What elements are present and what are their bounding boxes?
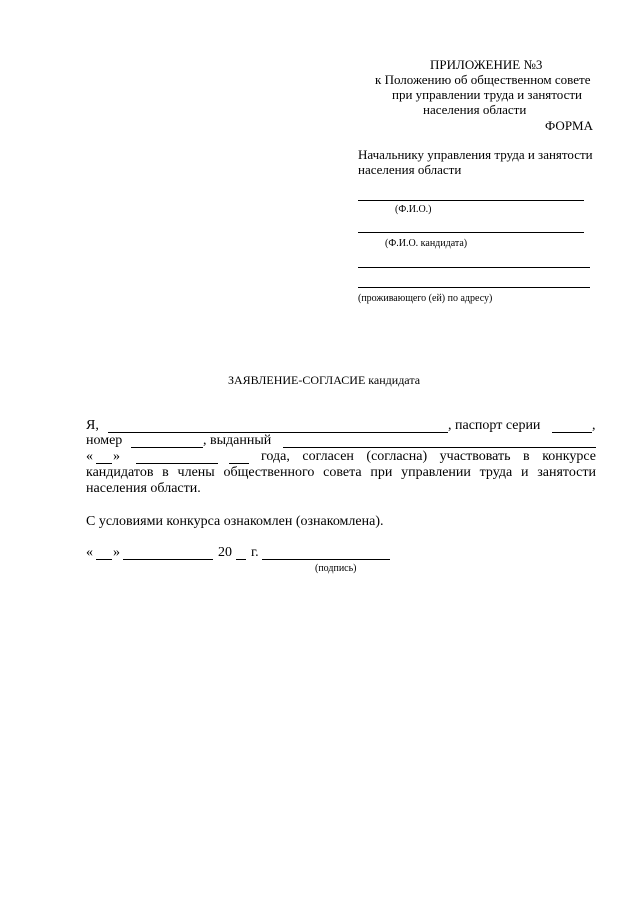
addressee-line-1: Начальнику управления труда и занятости	[358, 147, 593, 162]
appendix-line-2: при управлении труда и занятости	[392, 87, 583, 102]
date-month-field[interactable]	[123, 559, 213, 560]
candidate-fio-line[interactable]	[358, 232, 584, 233]
number-label: номер	[86, 433, 123, 448]
issue-year-field[interactable]	[229, 463, 249, 464]
acquainted-statement: С условиями конкурса ознакомлен (ознакомлена).	[86, 514, 384, 529]
address-caption: (проживающего (ей) по адресу)	[358, 293, 493, 304]
addressee-line-2: населения области	[358, 162, 462, 177]
date-quote-close: »	[113, 545, 120, 560]
date-day-field[interactable]	[96, 559, 112, 560]
quote-close: »	[113, 449, 120, 464]
comma: ,	[592, 418, 596, 433]
address-line-2[interactable]	[358, 287, 590, 288]
fio-line[interactable]	[358, 200, 584, 201]
statement-line-5: населения области.	[86, 481, 201, 496]
appendix-title: ПРИЛОЖЕНИЕ №3	[430, 57, 543, 72]
issue-day-field[interactable]	[96, 463, 112, 464]
statement-line-4: кандидатов в члены общественного совета при управлении труда и занятости	[86, 465, 596, 480]
issue-month-field[interactable]	[136, 463, 218, 464]
signature-caption: (подпись)	[315, 563, 357, 574]
issued-label: , выданный	[203, 433, 272, 448]
statement-title: ЗАЯВЛЕНИЕ-СОГЛАСИЕ кандидата	[228, 373, 421, 387]
date-signature-line	[86, 545, 406, 563]
pronoun-label: Я,	[86, 418, 99, 433]
fio-caption: (Ф.И.О.)	[395, 204, 432, 215]
candidate-caption: (Ф.И.О. кандидата)	[385, 238, 468, 249]
year-suffix: г.	[251, 545, 259, 560]
appendix-line-3: населения области	[423, 102, 527, 117]
date-quote-open: «	[86, 545, 93, 560]
consent-text: года, согласен (согласна) участвовать в конкурсе	[261, 449, 596, 464]
quote-open: «	[86, 449, 93, 464]
date-year-field[interactable]	[236, 559, 246, 560]
year-prefix: 20	[218, 545, 232, 560]
issued-by-field[interactable]	[283, 447, 596, 448]
address-line-1[interactable]	[358, 267, 590, 268]
appendix-line-1: к Положению об общественном совете	[375, 72, 591, 87]
passport-number-field[interactable]	[131, 447, 203, 448]
signature-field[interactable]	[262, 559, 390, 560]
form-label: ФОРМА	[545, 118, 593, 133]
passport-series-label: , паспорт серии	[448, 418, 541, 433]
